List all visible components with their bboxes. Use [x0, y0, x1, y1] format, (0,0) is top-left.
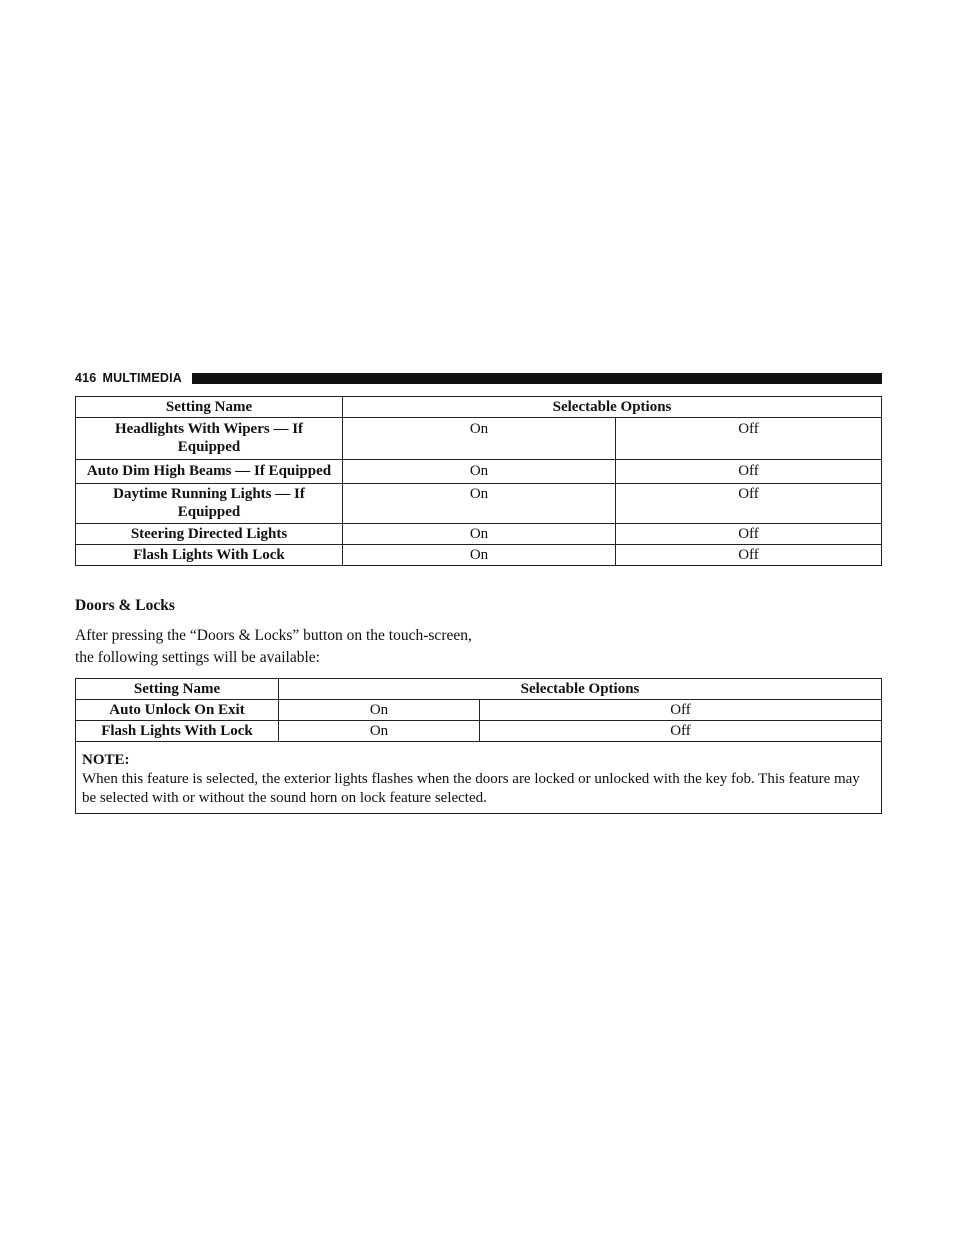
table-row [76, 700, 882, 721]
option-off-cell: Off [616, 418, 882, 460]
doors-locks-intro: After pressing the “Doors & Locks” button on the touch-screen, the following settings will be available: [75, 627, 472, 666]
table-header-row [76, 679, 882, 700]
column-header-setting-name: Setting Name [76, 679, 279, 700]
option-on-cell: On [279, 721, 480, 742]
setting-name-cell: Headlights With Wipers — If Equipped [76, 418, 343, 460]
table-row [76, 418, 882, 460]
option-off-cell: Off [616, 545, 882, 566]
table-header-row [76, 397, 882, 418]
lights-settings-table [75, 396, 882, 566]
page-header [75, 370, 882, 386]
setting-name-cell: Flash Lights With Lock [76, 545, 343, 566]
column-header-setting-name: Setting Name [76, 397, 343, 418]
option-off-cell: Off [480, 700, 882, 721]
setting-name-cell: Auto Dim High Beams — If Equipped [76, 460, 343, 484]
table-row [76, 524, 882, 545]
table-row [76, 545, 882, 566]
doors-locks-settings-table [75, 678, 882, 814]
table-row [76, 721, 882, 742]
setting-name-cell: Auto Unlock On Exit [76, 700, 279, 721]
note-title: NOTE: [82, 752, 130, 768]
option-off-cell: Off [616, 484, 882, 524]
column-header-selectable-options: Selectable Options [279, 679, 882, 700]
setting-name-cell: Daytime Running Lights — If Equipped [76, 484, 343, 524]
table-row [76, 460, 882, 484]
note-text: When this feature is selected, the exterior lights flashes when the doors are locked or unlocked with the key fob. This feature may be selected with or without the sound horn on lock feature selected. [82, 771, 860, 806]
page-number: 416 [75, 371, 97, 385]
setting-name-cell: Steering Directed Lights [76, 524, 343, 545]
note-cell [76, 742, 882, 814]
table-row [76, 484, 882, 524]
note-row [76, 742, 882, 814]
setting-name-cell: Flash Lights With Lock [76, 721, 279, 742]
section-title: MULTIMEDIA [102, 371, 183, 385]
option-off-cell: Off [616, 460, 882, 484]
option-on-cell: On [343, 545, 616, 566]
option-on-cell: On [279, 700, 480, 721]
option-on-cell: On [343, 460, 616, 484]
header-rule [192, 373, 882, 384]
option-off-cell: Off [616, 524, 882, 545]
doors-locks-heading: Doors & Locks [75, 597, 175, 614]
option-off-cell: Off [480, 721, 882, 742]
column-header-selectable-options: Selectable Options [343, 397, 882, 418]
option-on-cell: On [343, 524, 616, 545]
option-on-cell: On [343, 484, 616, 524]
option-on-cell: On [343, 418, 616, 460]
